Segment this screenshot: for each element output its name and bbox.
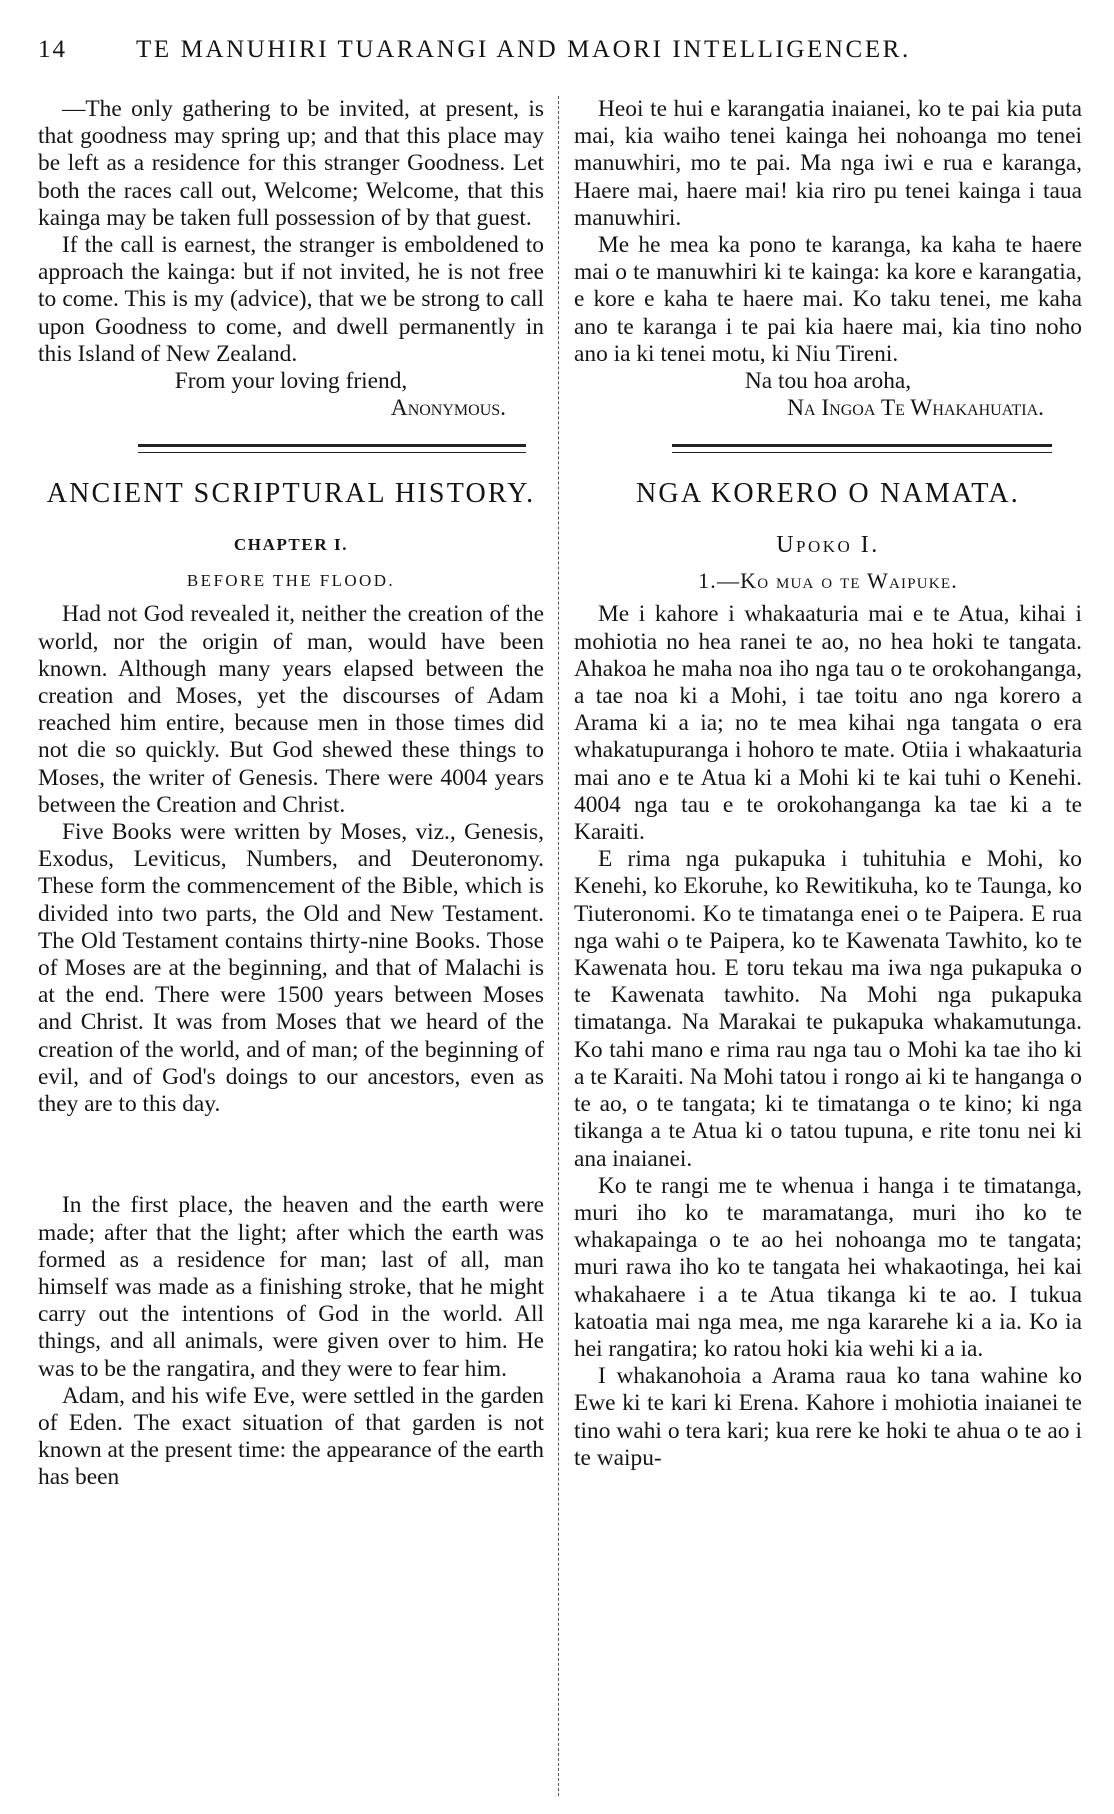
body-paragraph: In the first place, the heaven and the earth were made; after that the light; after which the earth was formed as a residence for man; last of all, man himself was made as a finishing stroke, that he might carry out the intentions of God in the world. All things, and all animals, were given over to him. He was to be the rangatira, and they were to fear him. [38,1192,544,1382]
letter-signature: Anonymous. [390,395,506,422]
publication-title: TE MANUHIRI TUARANGI AND MAORI INTELLIGENCER. [136,36,911,63]
page-number: 14 [38,36,67,63]
chapter-heading: Upoko I. [776,532,880,559]
body-paragraph: Me i kahore i whakaaturia mai e te Atua, kihai i mohiotia no hea ranei te ao, no hea hoki te tangata. Ahakoa he maha noa iho nga tau o te orokohanganga, a tae noa ki a Mohi, i tae toitu ano nga korero a Arama ki a ia; no te mea kihai nga tangata o era whakatupuranga i hohoro te mate. Otiia i whakaaturia mai ano e te Atua ki a Mohi ki te kai tuhi o Kenehi. 4004 nga tau e te orokohanganga ka tae ki a te Karaiti. [574,601,1082,846]
chapter-subheading: BEFORE THE FLOOD. [186,571,396,591]
section-title: ANCIENT SCRIPTURAL HISTORY. [46,478,536,510]
letter-paragraph: —The only gathering to be invited, at present, is that goodness may spring up; and that this place may be left as a residence for this stranger Goodness. Let both the races call out, Welcome; Welcome, that this kainga may be taken full possession of by that guest. [38,96,544,231]
english-column [38,96,544,1796]
column-divider [558,96,559,1796]
chapter-heading: CHAPTER I. [233,535,349,555]
body-paragraph: I whakanohoia a Arama raua ko tana wahine ko Ewe ki te kari ki Erena. Kahore i mohiotia inaianei te tino wahi o tera kari; kua rere ke hoki te ahua o te ao i te waipu- [574,1363,1082,1471]
section-title: NGA KORERO O NAMATA. [636,478,1020,510]
body-paragraph: Adam, and his wife Eve, were settled in the garden of Eden. The exact situation of that garden is not known at the present time: the appearance of the earth has been [38,1382,544,1491]
body-paragraph: E rima nga pukapuka i tuhituhia e Mohi, ko Kenehi, ko Ekoruhe, ko Rewitikuha, ko te Taunga, ko Tiuteronomi. Ko te timatanga enei o te Paipera. E rua nga wahi o te Paipera, ko te Kawenata Tawhito, ko te Kawenata hou. E toru tekau ma iwa nga pukapuka o te Kawenata tawhito. Na Mohi nga pukapuka timatanga. Na Marakai te pukapuka whakamutunga. Ko tahi mano e rima rau nga tau o Mohi ka tae iho ki a te Karaiti. Na Mohi tatou i rongo ai ki te hanganga o te ao, o te tangata; ki te timatanga o te kino; ki nga tikanga a te Atua ki o tatou tupuna, e rite tonu nei ki ana inaianei. [574,846,1082,1172]
section-rule [138,444,526,453]
body-paragraph: Five Books were written by Moses, viz., Genesis, Exodus, Leviticus, Numbers, and Deuteronomy. These form the commencement of the Bible, which is divided into two parts, the Old and New Testament. The Old Testament contains thirty-nine Books. Those of Moses are at the beginning, and that of Malachi is at the end. There were 1500 years between Moses and Christ. It was from Moses that we heard of the creation of the world, and of man; of the beginning of evil, and of God's doings to our ancestors, even as they are to this day. [38,819,544,1118]
chapter-subheading: 1.—Ko mua o te Waipuke. [698,568,958,594]
letter-paragraph: If the call is earnest, the stranger is emboldened to approach the kainga: but if not invited, he is not free to come. This is my (advice), that we be strong to call upon Goodness to come, and dwell permanently in this Island of New Zealand. [38,232,544,367]
maori-column [574,96,1082,1796]
body-paragraph: Ko te rangi me te whenua i hanga i te timatanga, muri iho ko te maramatanga, muri iho ko te whakapainga o te ao hei nohoanga mo te tangata; muri rawa iho ko te tangata hei whakaotinga, hei kai whakahaere i a te Atua tikanga ki te ao. I tukua katoatia mai nga mea, me nga kararehe ki a ia. Ko ia hei rangatira; ko ratou hoki kia wehi ki a ia. [574,1172,1082,1362]
letter-signoff: Na tou hoa aroha, [744,368,912,395]
section-rule [672,444,1052,453]
page-header [38,32,1078,72]
letter-signature: Na Ingoa Te Whakahuatia. [787,395,1044,422]
letter-paragraph: Me he mea ka pono te karanga, ka kaha te haere mai o te manuwhiri ki te kainga: ka kore e karangatia, e kore e kaha te haere mai. Ko taku tenei, me kaha ano te karanga i te pai kia haere mai, kia tino noho ano ia ki tenei motu, ki Niu Tireni. [574,232,1082,367]
body-paragraph: Had not God revealed it, neither the creation of the world, nor the origin of man, would have been known. Although many years elapsed between the creation and Moses, yet the discourses of Adam reached him entire, because men in those times did not die so quickly. But God shewed these things to Moses, the writer of Genesis. There were 4004 years between the Creation and Christ. [38,601,544,818]
letter-paragraph: Heoi te hui e karangatia inaianei, ko te pai kia puta mai, kia waiho tenei kainga hei nohoanga mo tenei manuwhiri, mo te pai. Ma nga iwi e rua e karanga, Haere mai, haere mai! kia riro pu tenei kainga i taua manuwhiri. [574,96,1082,231]
letter-signoff: From your loving friend, [174,368,408,395]
